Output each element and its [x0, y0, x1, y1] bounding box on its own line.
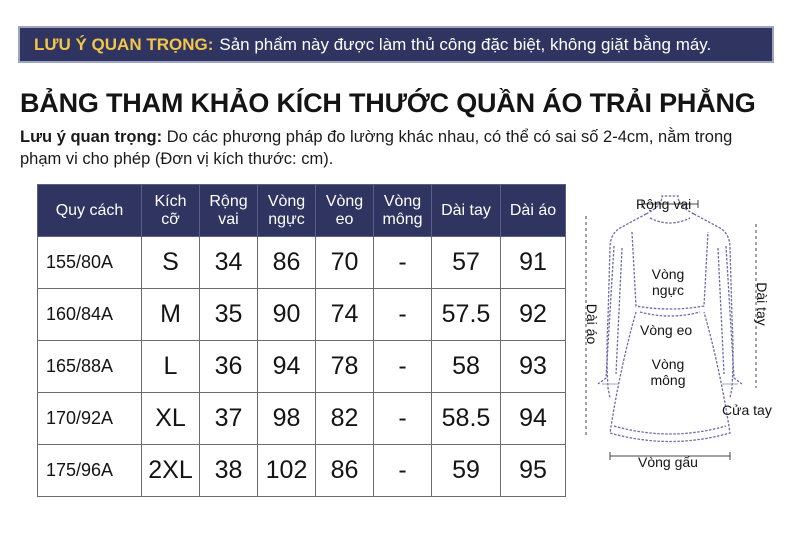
cell-size: M [142, 289, 200, 341]
cell-sleeve: 57 [432, 237, 501, 289]
label-cuff: Cửa tay [722, 402, 772, 418]
cell-length: 94 [501, 393, 566, 445]
cell-shoulder: 34 [200, 237, 258, 289]
table-row [38, 289, 566, 341]
cell-hip: - [374, 393, 432, 445]
cell-size: L [142, 341, 200, 393]
cell-shoulder: 36 [200, 341, 258, 393]
cell-waist: 70 [316, 237, 374, 289]
cell-chest: 94 [258, 341, 316, 393]
cell-hip: - [374, 445, 432, 497]
label-waist: Vòng eo [640, 322, 693, 338]
cell-spec: 175/96A [38, 445, 142, 497]
cell-size: 2XL [142, 445, 200, 497]
notice-banner [18, 26, 774, 63]
cell-length: 95 [501, 445, 566, 497]
cell-spec: 160/84A [38, 289, 142, 341]
label-chest: Vòng ngực [651, 266, 685, 298]
cell-sleeve: 58 [432, 341, 501, 393]
header-sleeve: Dài tay [432, 185, 501, 237]
cell-sleeve: 58.5 [432, 393, 501, 445]
page-title: BẢNG THAM KHẢO KÍCH THƯỚC QUẦN ÁO TRẢI PHẲNG [20, 88, 756, 118]
cell-hip: - [374, 289, 432, 341]
cell-waist: 74 [316, 289, 374, 341]
cell-shoulder: 37 [200, 393, 258, 445]
table-row [38, 393, 566, 445]
cell-shoulder: 35 [200, 289, 258, 341]
header-shoulder: Rộng vai [200, 185, 258, 237]
cell-spec: 155/80A [38, 237, 142, 289]
table-header-row [38, 185, 566, 237]
table-row [38, 237, 566, 289]
label-length: Dài áo [584, 303, 601, 345]
notice-text: Sản phẩm này được làm thủ công đặc biệt, không giặt bằng máy. [219, 34, 712, 54]
label-hip: Vòng mông [650, 356, 686, 388]
cell-length: 92 [501, 289, 566, 341]
label-shoulder: Rộng vai [636, 196, 692, 212]
measurement-note [20, 126, 760, 170]
table-row [38, 341, 566, 393]
label-sleeve: Dài tay [753, 282, 770, 326]
cell-chest: 90 [258, 289, 316, 341]
cell-waist: 78 [316, 341, 374, 393]
cell-chest: 102 [258, 445, 316, 497]
cell-sleeve: 57.5 [432, 289, 501, 341]
header-chest: Vòng ngực [258, 185, 316, 237]
size-table [37, 184, 566, 497]
cell-hip: - [374, 237, 432, 289]
header-waist: Vòng eo [316, 185, 374, 237]
cell-waist: 82 [316, 393, 374, 445]
header-length: Dài áo [501, 185, 566, 237]
cell-size: S [142, 237, 200, 289]
cell-spec: 165/88A [38, 341, 142, 393]
garment-diagram [580, 188, 790, 478]
note-label: Lưu ý quan trọng: [20, 128, 163, 146]
table-row [38, 445, 566, 497]
cell-waist: 86 [316, 445, 374, 497]
notice-highlight: LƯU Ý QUAN TRỌNG: [34, 34, 214, 54]
label-hem: Vòng gấu [638, 454, 698, 470]
cell-size: XL [142, 393, 200, 445]
cell-sleeve: 59 [432, 445, 501, 497]
cell-chest: 98 [258, 393, 316, 445]
cell-length: 93 [501, 341, 566, 393]
header-size: Kích cỡ [142, 185, 200, 237]
cell-spec: 170/92A [38, 393, 142, 445]
note-text: Do các phương pháp đo lường khác nhau, có thể có sai số 2-4cm, nằm trong phạm vi cho phép (Đơn vị kích thước: cm). [20, 128, 733, 168]
cell-hip: - [374, 341, 432, 393]
cell-chest: 86 [258, 237, 316, 289]
header-spec: Quy cách [38, 185, 142, 237]
cell-length: 91 [501, 237, 566, 289]
header-hip: Vòng mông [374, 185, 432, 237]
cell-shoulder: 38 [200, 445, 258, 497]
